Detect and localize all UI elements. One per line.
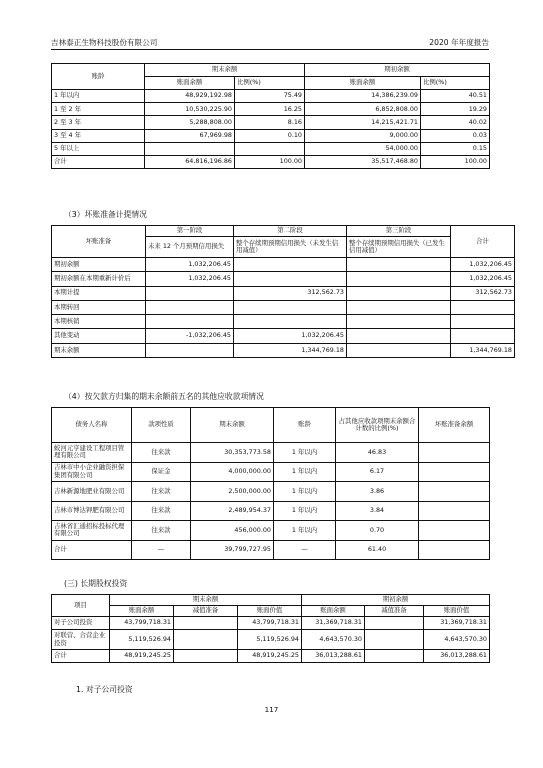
value-cell — [347, 329, 451, 343]
header-book-balance: 账面余额 — [110, 606, 174, 617]
row-label-cell: 吉林新源地肥业有限公司 — [52, 482, 132, 502]
table-row — [52, 272, 515, 286]
row-label-cell: 本期计提 — [52, 286, 146, 300]
value-cell: 5,119,526.94 — [238, 630, 302, 650]
value-cell: 40.02 — [421, 116, 490, 129]
value-cell: 312,562.73 — [234, 286, 347, 300]
table-row — [52, 103, 490, 116]
table-row — [52, 482, 490, 502]
value-cell: 456,000.00 — [191, 521, 274, 541]
value-cell: 30,353,773.58 — [191, 443, 274, 463]
header-stage-1-desc: 未来 12 个月预期信用损失 — [146, 237, 234, 258]
value-cell: 4,643,570.30 — [302, 630, 365, 650]
row-label-cell: 对联营、合营企业投资 — [52, 630, 110, 650]
value-cell — [419, 462, 490, 482]
value-cell — [451, 315, 515, 329]
value-cell — [145, 142, 235, 155]
header-end-balance: 期末余额 — [145, 64, 305, 77]
table-row — [52, 258, 515, 272]
value-cell: 40.51 — [421, 90, 490, 103]
value-cell: 54,000.00 — [305, 142, 421, 155]
table-row — [52, 286, 515, 300]
report-title: 2020 年年度报告 — [429, 38, 489, 47]
header-age: 账龄 — [52, 64, 145, 90]
top5-table — [51, 407, 490, 560]
header-end-balance: 期末余额 — [110, 595, 302, 606]
value-cell: 46.83 — [336, 443, 419, 463]
value-cell: 1,032,206.45 — [451, 258, 515, 272]
value-cell: 43,799,718.31 — [238, 617, 302, 630]
table-row — [52, 129, 490, 142]
value-cell — [234, 272, 347, 286]
value-cell — [365, 617, 424, 630]
header-ratio: 占其他应收款项期末余额合计数的比例(%) — [336, 408, 419, 443]
row-label-cell: 期初余额 — [52, 258, 146, 272]
value-cell: 1 年以内 — [274, 482, 336, 502]
value-cell — [419, 521, 490, 541]
value-cell — [347, 343, 451, 357]
value-cell: 3.86 — [336, 482, 419, 502]
header-ratio: 比例(%) — [235, 77, 305, 90]
company-name: 吉林泰正生物科技股份有限公司 — [51, 38, 158, 47]
header-stage-3: 第三阶段 — [347, 226, 451, 237]
value-cell: 10,530,225.90 — [145, 103, 235, 116]
row-label-cell: 对子公司投资 — [52, 617, 110, 630]
header-item: 项目 — [52, 595, 110, 617]
value-cell — [146, 300, 234, 314]
value-cell — [146, 315, 234, 329]
row-label-cell: 期末余额 — [52, 343, 146, 357]
value-cell: 64,816,196.86 — [145, 155, 235, 168]
row-label-cell: 蛟河元亨建设工程项目管理有限公司 — [52, 443, 132, 463]
value-cell — [347, 258, 451, 272]
header-total: 合计 — [451, 226, 515, 258]
value-cell: 5,119,526.94 — [110, 630, 174, 650]
value-cell: 1,032,206.45 — [451, 272, 515, 286]
value-cell: 1 年以内 — [274, 501, 336, 521]
header-balance: 账面余额 — [145, 77, 235, 90]
row-label-cell: 期初余额在本期重新计价后 — [52, 272, 146, 286]
value-cell: 36,013,288.61 — [302, 650, 365, 663]
value-cell — [146, 286, 234, 300]
value-cell: 1,032,206.45 — [146, 272, 234, 286]
bad-debt-table — [51, 225, 515, 358]
header-bad-debt: 坏账准备 — [52, 226, 146, 258]
value-cell: 100.00 — [235, 155, 305, 168]
table-row — [52, 315, 515, 329]
lti-body — [52, 617, 490, 663]
page-number: 117 — [264, 705, 279, 714]
value-cell: 保证金 — [132, 462, 191, 482]
value-cell — [451, 300, 515, 314]
section-title-5: (三) 长期股权投资 — [64, 579, 128, 588]
value-cell: 1,344,769.18 — [451, 343, 515, 357]
value-cell — [347, 286, 451, 300]
value-cell: 16.25 — [235, 103, 305, 116]
lti-table — [51, 594, 490, 663]
value-cell: -1,032,206.45 — [146, 329, 234, 343]
row-label-cell: 本期转回 — [52, 300, 146, 314]
value-cell: 19.29 — [421, 103, 490, 116]
value-cell: 0.15 — [421, 142, 490, 155]
row-label-cell: 3 至 4 年 — [52, 129, 145, 142]
bad-debt-body — [52, 258, 515, 358]
value-cell — [365, 650, 424, 663]
value-cell: 4,000,000.00 — [191, 462, 274, 482]
value-cell — [234, 258, 347, 272]
value-cell: 往来款 — [132, 482, 191, 502]
value-cell: 往来款 — [132, 443, 191, 463]
header-impairment: 减值准备 — [174, 606, 238, 617]
value-cell: 14,215,421.71 — [305, 116, 421, 129]
value-cell — [235, 142, 305, 155]
header-ratio: 比例(%) — [421, 77, 490, 90]
row-label-cell: 合计 — [52, 155, 145, 168]
value-cell: 2,500,000.00 — [191, 482, 274, 502]
value-cell: 1 年以内 — [274, 443, 336, 463]
row-label-cell: 1 年以内 — [52, 90, 145, 103]
value-cell: 39,799,727.95 — [191, 540, 274, 560]
value-cell — [234, 300, 347, 314]
table-row — [52, 90, 490, 103]
table-row — [52, 540, 490, 560]
value-cell: 31,369,718.31 — [424, 617, 490, 630]
table-row — [52, 501, 490, 521]
value-cell: 36,013,288.61 — [424, 650, 490, 663]
value-cell — [174, 650, 238, 663]
value-cell — [451, 329, 515, 343]
value-cell: 0.10 — [235, 129, 305, 142]
value-cell — [146, 343, 234, 357]
row-label-cell: 5 年以上 — [52, 142, 145, 155]
table-row — [52, 462, 490, 482]
row-label-cell: 合计 — [52, 540, 132, 560]
value-cell: 4,643,570.30 — [424, 630, 490, 650]
value-cell: 往来款 — [132, 501, 191, 521]
row-label-cell: 吉林市中小企业融资担保集团有限公司 — [52, 462, 132, 482]
value-cell — [365, 630, 424, 650]
table-row — [52, 155, 490, 168]
value-cell: 0.03 — [421, 129, 490, 142]
header-stage-3-desc: 整个存续期预期信用损失（已发生信用减值） — [347, 237, 451, 258]
value-cell — [419, 482, 490, 502]
table-row — [52, 300, 515, 314]
table-row — [52, 630, 490, 650]
value-cell: 1,344,769.18 — [234, 343, 347, 357]
value-cell: 1 年以内 — [274, 462, 336, 482]
aging-table — [51, 63, 490, 169]
value-cell: 67,969.98 — [145, 129, 235, 142]
table-row — [52, 650, 490, 663]
table-row — [52, 329, 515, 343]
table-row — [52, 343, 515, 357]
header-impairment: 减值准备 — [365, 606, 424, 617]
value-cell: 5,288,808.00 — [145, 116, 235, 129]
section-title-3: （3）坏账准备计提情况 — [64, 210, 147, 219]
header-debtor-name: 债务人名称 — [52, 408, 132, 443]
value-cell: 312,562.73 — [451, 286, 515, 300]
table-row — [52, 617, 490, 630]
value-cell: — — [274, 540, 336, 560]
header-bad-debt-balance: 坏账准备余额 — [419, 408, 490, 443]
aging-body — [52, 90, 490, 169]
value-cell: 1,032,206.45 — [146, 258, 234, 272]
value-cell: 2,489,954.37 — [191, 501, 274, 521]
header-nature: 款项性质 — [132, 408, 191, 443]
header-balance: 账面余额 — [305, 77, 421, 90]
value-cell: 35,517,468.80 — [305, 155, 421, 168]
value-cell — [234, 315, 347, 329]
value-cell: 100.00 — [421, 155, 490, 168]
value-cell — [174, 630, 238, 650]
header-stage-2: 第二阶段 — [234, 226, 347, 237]
row-label-cell: 吉林省汇通招标投标代理有限公司 — [52, 521, 132, 541]
row-label-cell: 其他变动 — [52, 329, 146, 343]
header-stage-2-desc: 整个存续期预期信用损失（未发生信用减值） — [234, 237, 347, 258]
section-title-4: （4）按欠款方归集的期末余额前五名的其他应收款项情况 — [64, 392, 264, 401]
top5-body — [52, 443, 490, 560]
row-label-cell: 吉林市博达钾肥有限公司 — [52, 501, 132, 521]
value-cell — [419, 540, 490, 560]
value-cell: 1 年以内 — [274, 521, 336, 541]
value-cell: 75.49 — [235, 90, 305, 103]
value-cell: 48,919,245.25 — [110, 650, 174, 663]
header-book-balance: 账面余额 — [302, 606, 365, 617]
header-book-value: 账面价值 — [238, 606, 302, 617]
header-book-value: 账面价值 — [424, 606, 490, 617]
value-cell: 6.17 — [336, 462, 419, 482]
table-row — [52, 443, 490, 463]
value-cell: 43,799,718.31 — [110, 617, 174, 630]
header-end-balance: 期末余额 — [191, 408, 274, 443]
page-header — [51, 37, 489, 50]
value-cell — [419, 443, 490, 463]
subsection-title-1: 1. 对子公司投资 — [76, 685, 133, 694]
value-cell: 6,852,808.00 — [305, 103, 421, 116]
table-row — [52, 521, 490, 541]
value-cell: 0.70 — [336, 521, 419, 541]
row-label-cell: 1 至 2 年 — [52, 103, 145, 116]
table-row — [52, 116, 490, 129]
value-cell: 14,386,239.09 — [305, 90, 421, 103]
value-cell: 往来款 — [132, 521, 191, 541]
value-cell: 3.84 — [336, 501, 419, 521]
value-cell: 31,369,718.31 — [302, 617, 365, 630]
row-label-cell: 2 至 3 年 — [52, 116, 145, 129]
table-row — [52, 142, 490, 155]
value-cell — [347, 300, 451, 314]
header-stage-1: 第一阶段 — [146, 226, 234, 237]
value-cell: 48,929,192.98 — [145, 90, 235, 103]
value-cell — [347, 272, 451, 286]
value-cell — [419, 501, 490, 521]
value-cell: 1,032,206.45 — [234, 329, 347, 343]
row-label-cell: 合计 — [52, 650, 110, 663]
value-cell: 9,000.00 — [305, 129, 421, 142]
value-cell: 48,919,245.25 — [238, 650, 302, 663]
value-cell: 61.40 — [336, 540, 419, 560]
value-cell — [174, 617, 238, 630]
row-label-cell: 本期核销 — [52, 315, 146, 329]
header-begin-balance: 期初余额 — [302, 595, 490, 606]
header-begin-balance: 期初余额 — [305, 64, 490, 77]
value-cell: 8.16 — [235, 116, 305, 129]
value-cell: — — [132, 540, 191, 560]
header-age: 账龄 — [274, 408, 336, 443]
value-cell — [347, 315, 451, 329]
